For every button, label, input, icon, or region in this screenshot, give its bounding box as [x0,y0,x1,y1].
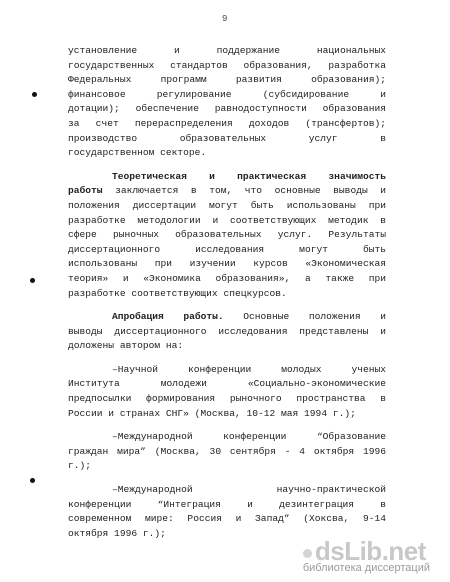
text-line: России и странах СНГ» (Москва, 10-12 мая 1994 г.); [68,407,356,419]
text-line: граждан мира” (Москва, 30 сентября - 4 октября 1996 [68,445,386,457]
paragraph-goals [68,44,386,161]
text-line: диссертационного исследования могут быть [68,243,386,255]
text-line: Института молодежи «Социально-экономические [68,378,386,390]
text-line: установление и поддержание национальных [68,45,386,56]
text-line: –Международной конференции “Образование [112,431,386,443]
text-line: выводы диссертационного исследования представлены и [68,325,386,337]
text-line: производство образовательных услуг в [68,132,386,144]
text-line: доложены автором на: [68,340,184,352]
conference-item [68,430,386,474]
text-line: положения диссертации могут быть использованы при [68,199,386,211]
text-line: дотации); обеспечение равнодоступности образования [68,103,386,115]
text-line: –Научной конференции молодых ученых [112,363,386,375]
scan-speck [30,478,35,483]
text-line: конференции “Интеграция и дезинтеграция в [68,498,386,510]
text-line: сфере рыночных образовательных услуг. Результаты [68,229,386,241]
text-line: разработке методологии и соответствующих методик в [68,214,386,226]
heading-significance: Теоретическая и практическая значимость [112,170,386,182]
text-line: Федеральных программ развития образования); [68,74,386,86]
heading-approbation: Апробация работы. [112,311,224,323]
text-line: –Международной научно-практической [112,484,386,496]
watermark-logo [303,538,430,574]
text-line: предпосылки формирования рыночного пространства в [68,393,386,405]
text-line: государственных стандартов образования, разработка [68,59,386,71]
watermark-logo-text: dsLib.net [314,536,426,566]
logo-dot-icon [303,549,312,558]
text-line: современном мире: Россия и Запад” (Хоксва, 9-14 [68,513,386,525]
text-line: использованы при изучении курсов «Экономическая [68,258,386,270]
text-line: работы заключается в том, что основные выводы и [68,185,386,197]
text-line: Апробация работы. Основные положения и [112,311,387,323]
document-body [68,44,386,541]
text-line: за счет перераспределения доходов (трансфертов); [68,117,386,129]
text-line: октября 1996 г.); [68,527,166,539]
text-line: г.); [68,460,92,472]
scan-speck [32,92,37,97]
heading-significance-cont: работы [68,185,103,197]
conference-item [68,363,386,421]
text-line: разработке соответствующих спецкурсов. [68,287,287,299]
text-line: финансовое регулирование (субсидирование и [68,88,386,100]
page-number: 9 [222,14,228,24]
scan-speck [30,278,35,283]
paragraph-approbation [68,310,386,354]
text-line: теория» и «Экономика образования», а также при [68,272,386,284]
conference-item [68,483,386,541]
watermark [303,538,430,574]
watermark-subtitle: библиотека диссертаций [302,562,430,574]
paragraph-significance [68,170,386,301]
text-line: государственном секторе. [68,147,207,159]
